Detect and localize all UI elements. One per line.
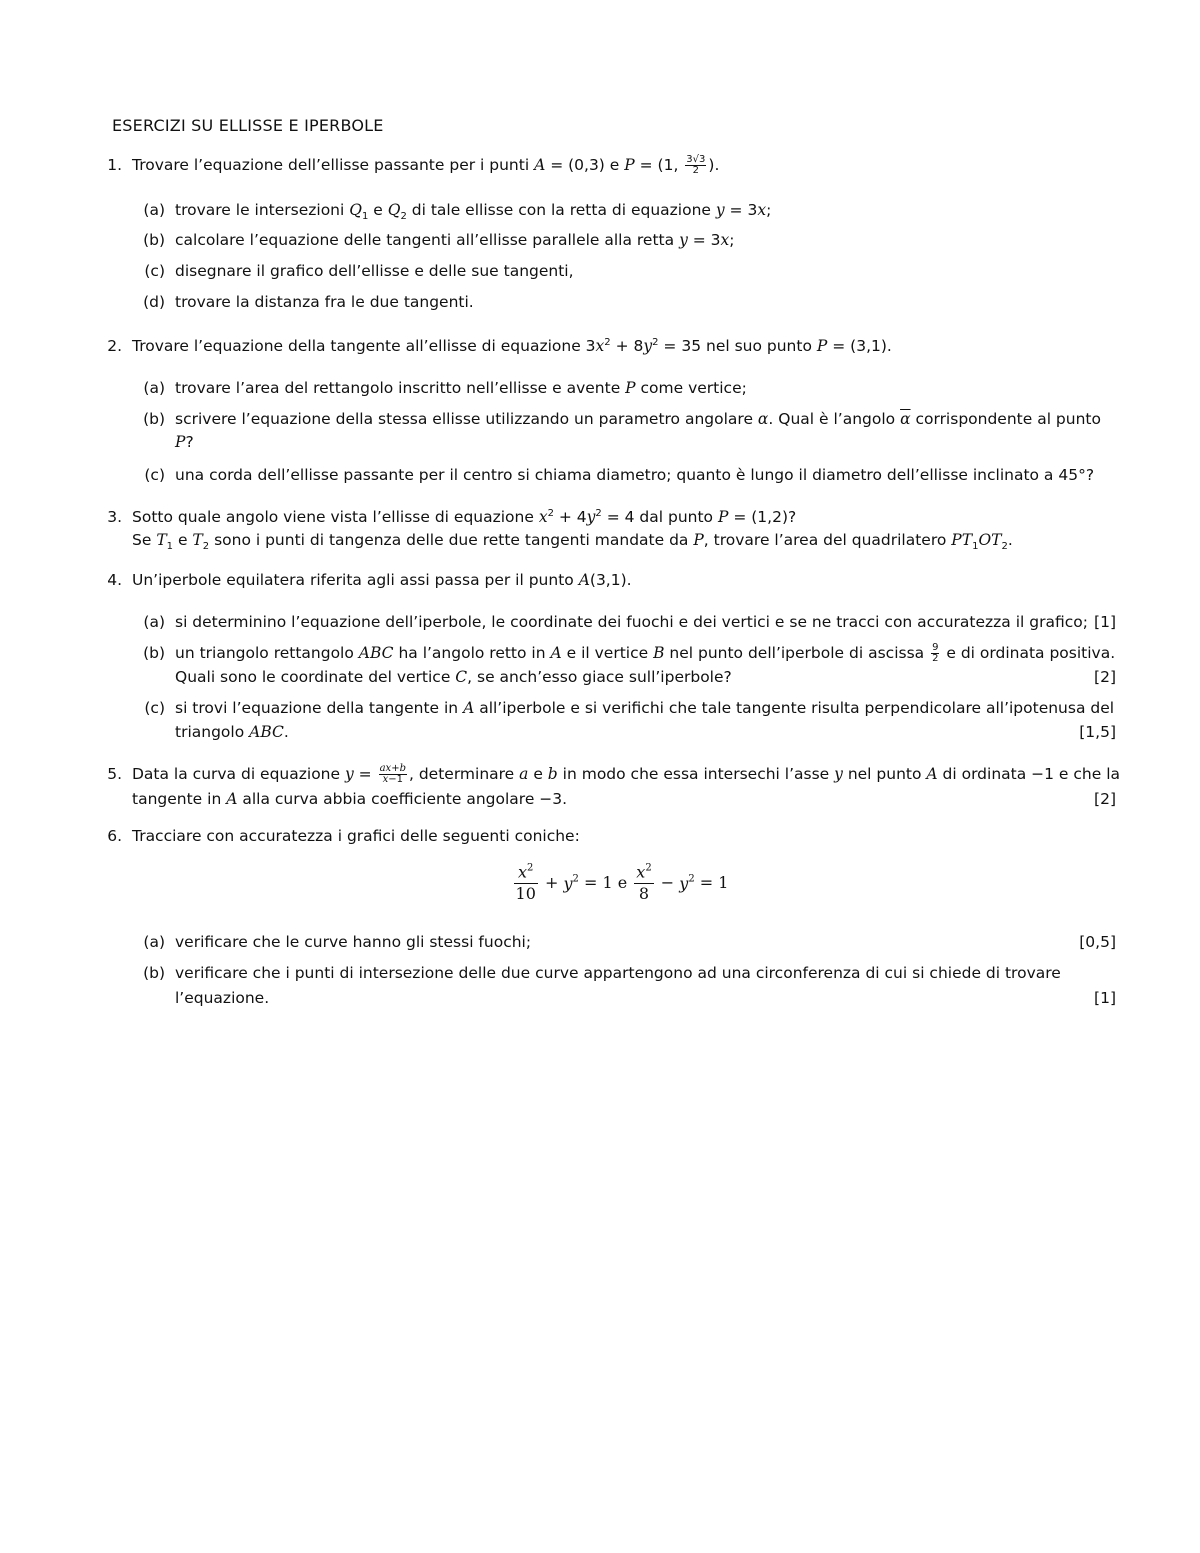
exercise-2c-label: (c) [144, 466, 165, 484]
exercise-6b-text: verificare che i punti di intersezione delle due curve appartengono ad una circonferenza di cui si chiede di trovare [175, 964, 1061, 982]
exercise-1d-label: (d) [143, 293, 165, 311]
exercise-6-number: 6. [107, 827, 122, 845]
exercise-1-number: 1. [107, 156, 122, 174]
exercise-4-text: Un’iperbole equilatera riferita agli assi passa per il punto A(3,1). [132, 571, 632, 589]
exercise-6a-label: (a) [143, 933, 165, 951]
exercise-5-text-cont: tangente in A alla curva abbia coefficiente angolare −3. [132, 790, 568, 808]
exercise-6-equations: $\frac{x^2}{10}$ + $y^2 = 1$ e $\frac{x^2}{8}$ − $y^2 = 1$ [515, 862, 729, 903]
exercise-5-text: Data la curva di equazione y = $\frac{ax+b}{x-1}$ , determinare a e b in modo che essa intersechi l’asse y nel punto A di ordinata −1 e che la [132, 763, 1120, 785]
exercise-2b-label: (b) [143, 410, 165, 428]
exercise-4b-text-cont: Quali sono le coordinate del vertice C, se anch’esso giace sull’iperbole? [175, 668, 732, 686]
exercise-4-number: 4. [107, 571, 122, 589]
exercise-4a-text: si determinino l’equazione dell’iperbole, le coordinate dei fuochi e dei vertici e se ne tracci con accuratezza il grafico; [175, 613, 1088, 631]
exercise-4c-text: si trovi l’equazione della tangente in A all’iperbole e si verifichi che tale tangente risulta perpendicolare all’ipotenusa del [175, 699, 1115, 717]
exercise-2-number: 2. [107, 337, 122, 355]
exercise-1d-text: trovare la distanza fra le due tangenti. [175, 293, 474, 311]
exercise-5-score: [2] [1094, 790, 1116, 808]
exercise-3-text-cont: Se $T_1$ e $T_2$ sono i punti di tangenza delle due rette tangenti mandate da P, trovare l’area del quadrilatero $PT_1OT_2$. [132, 531, 1013, 553]
exercise-4a-score: [1] [1094, 613, 1116, 631]
exercise-1b-text: calcolare l’equazione delle tangenti all’ellisse parallele alla retta y = 3x; [175, 231, 735, 249]
exercise-2c-text: una corda dell’ellisse passante per il centro si chiama diametro; quanto è lungo il diametro dell’ellisse inclinato a 45°? [175, 466, 1095, 484]
exercise-1c-label: (c) [144, 262, 165, 280]
exercise-1a-label: (a) [143, 201, 165, 219]
exercise-6b-label: (b) [143, 964, 165, 982]
exercise-3-number: 3. [107, 508, 122, 526]
exercise-6b-score: [1] [1094, 989, 1116, 1007]
page-title: ESERCIZI SU ELLISSE E IPERBOLE [112, 116, 384, 135]
exercise-2b-text-cont: P? [175, 433, 194, 451]
exercise-6-text: Tracciare con accuratezza i grafici delle seguenti coniche: [132, 827, 580, 845]
exercise-3-text: Sotto quale angolo viene vista l’ellisse di equazione $x^2 + 4y^2 = 4$ dal punto P = (1,2)? [132, 507, 797, 526]
exercise-4b-score: [2] [1094, 668, 1116, 686]
exercise-2a-label: (a) [143, 379, 165, 397]
exercise-2-text: Trovare l’equazione della tangente all’ellisse di equazione $3x^2 + 8y^2 = 35$ nel suo punto P = (3,1). [132, 336, 892, 355]
exercise-4b-text: un triangolo rettangolo ABC ha l’angolo retto in A e il vertice B nel punto dell’iperbole di ascissa $\frac{9}{2}$ e di ordinata positiva. [175, 642, 1116, 664]
exercise-1b-label: (b) [143, 231, 165, 249]
exercise-4c-score: [1,5] [1079, 723, 1116, 741]
exercise-6a-score: [0,5] [1079, 933, 1116, 951]
exercise-2a-text: trovare l’area del rettangolo inscritto nell’ellisse e avente P come vertice; [175, 379, 747, 397]
exercise-1a-text: trovare le intersezioni $Q_1$ e $Q_2$ di tale ellisse con la retta di equazione y = 3x; [175, 201, 772, 223]
exercise-4a-label: (a) [143, 613, 165, 631]
exercise-1-text: Trovare l’equazione dell’ellisse passante per i punti A = (0,3) e P = (1, $\frac{3√3}{2}$ ). [132, 154, 720, 176]
exercise-1c-text: disegnare il grafico dell’ellisse e delle sue tangenti, [175, 262, 574, 280]
exercise-6a-text: verificare che le curve hanno gli stessi fuochi; [175, 933, 532, 951]
exercise-5-number: 5. [107, 765, 122, 783]
exercise-6b-text-cont: l’equazione. [175, 989, 270, 1007]
exercise-4c-label: (c) [144, 699, 165, 717]
exercise-4c-text-cont: triangolo ABC. [175, 723, 289, 741]
exercise-2b-text: scrivere l’equazione della stessa ellisse utilizzando un parametro angolare α. Qual è l’angolo $\overline{\alpha}$ corrispondente al punto [175, 410, 1101, 428]
exercise-4b-label: (b) [143, 644, 165, 662]
